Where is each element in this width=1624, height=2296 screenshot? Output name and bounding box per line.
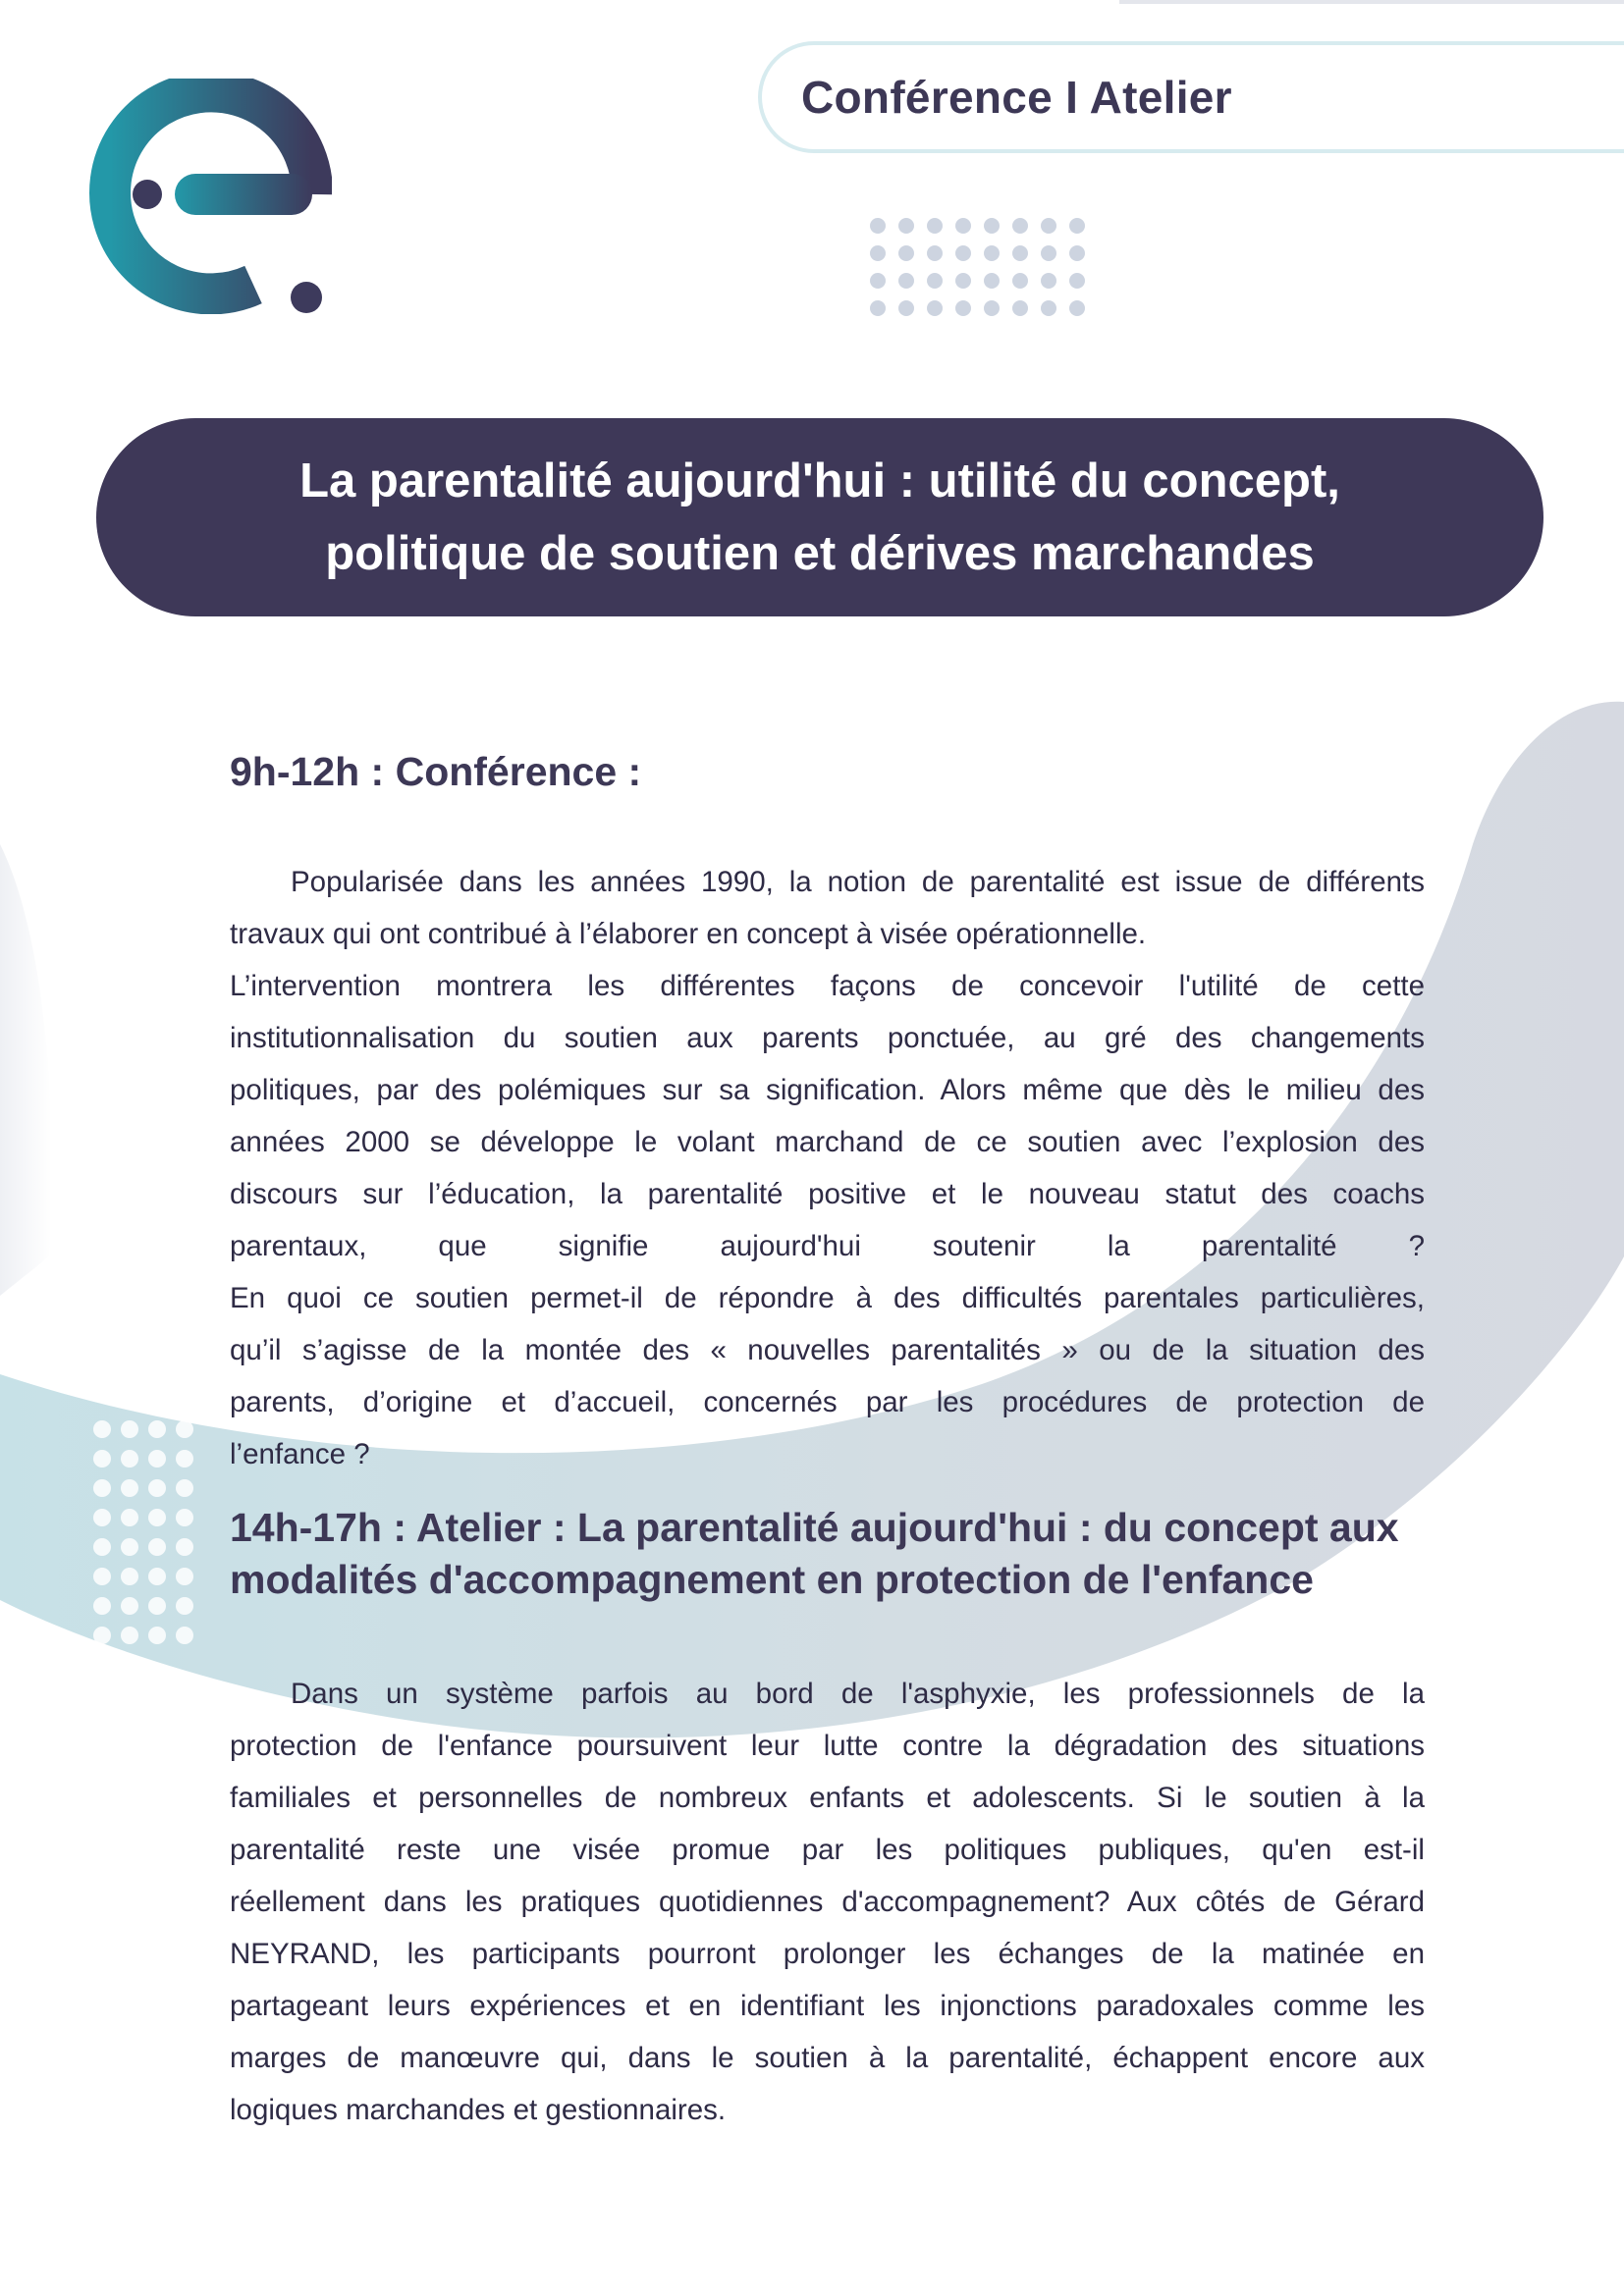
atelier-line: réellement dans les pratiques quotidiennes d'accompagnement? Aux côtés de Gérard	[230, 1886, 1425, 1918]
conference-line: années 2000 se développe le volant marchand de ce soutien avec l’explosion des	[230, 1126, 1425, 1158]
title-line-2: politique de soutien et dérives marchandes	[325, 527, 1315, 580]
atelier-heading-line-1: 14h-17h : Atelier : La parentalité aujourd'hui : du concept aux	[230, 1505, 1399, 1550]
atelier-heading-line-2: modalités d'accompagnement en protection de l'enfance	[230, 1557, 1314, 1602]
atelier-heading	[230, 1502, 1425, 1606]
conference-line: parentaux, que signifie aujourd'hui soutenir la parentalité ?	[230, 1230, 1425, 1262]
conference-heading: 9h-12h : Conférence :	[230, 749, 642, 794]
atelier-line: partageant leurs expériences et en identifiant les injonctions paradoxales comme les	[230, 1990, 1425, 2022]
conference-line: En quoi ce soutien permet-il de répondre à des difficultés parentales particulières,	[230, 1282, 1425, 1314]
tag-label: Conférence I Atelier	[801, 72, 1232, 123]
conference-line: discours sur l’éducation, la parentalité positive et le nouveau statut des coachs	[230, 1178, 1425, 1210]
conference-line: qu’il s’agisse de la montée des « nouvelles parentalités » ou de la situation des	[230, 1334, 1425, 1366]
atelier-line: parentalité reste une visée promue par les politiques publiques, qu'en est-il	[230, 1834, 1425, 1866]
e-logo-icon	[86, 79, 332, 314]
conference-line: politiques, par des polémiques sur sa signification. Alors même que dès le milieu des	[230, 1074, 1425, 1106]
dot-grid-top	[864, 214, 1100, 322]
atelier-line: logiques marchandes et gestionnaires.	[230, 2094, 727, 2126]
conference-line: travaux qui ont contribué à l’élaborer en concept à visée opérationnelle.	[230, 918, 1147, 950]
atelier-line: protection de l'enfance poursuivent leur lutte contre la dégradation des situations	[230, 1730, 1425, 1762]
title-line-1: La parentalité aujourd'hui : utilité du concept,	[299, 454, 1340, 507]
conference-line: institutionnalisation du soutien aux parents ponctuée, au gré des changements	[230, 1022, 1425, 1054]
conference-paragraph	[230, 856, 1425, 1480]
conference-line: L’intervention montrera les différentes façons de concevoir l'utilité de cette	[230, 970, 1425, 1002]
atelier-line: familiales et personnelles de nombreux enfants et adolescents. Si le soutien à la	[230, 1782, 1425, 1814]
atelier-paragraph	[230, 1668, 1425, 2136]
conference-line: parents, d’origine et d’accueil, concernés par les procédures de protection de	[230, 1386, 1425, 1418]
main-content	[230, 726, 1425, 2136]
title-banner	[96, 418, 1543, 616]
header-tag	[758, 41, 1624, 153]
atelier-line: NEYRAND, les participants pourront prolonger les échanges de la matinée en	[230, 1938, 1425, 1970]
left-fade-shape	[0, 844, 52, 1296]
atelier-line: Dans un système parfois au bord de l'asphyxie, les professionnels de la	[291, 1678, 1425, 1710]
top-right-line	[1119, 0, 1624, 4]
conference-line: l’enfance ?	[230, 1438, 370, 1470]
conference-line: Popularisée dans les années 1990, la notion de parentalité est issue de différents	[291, 866, 1425, 898]
atelier-line: marges de manœuvre qui, dans le soutien à la parentalité, échappent encore aux	[230, 2042, 1425, 2074]
